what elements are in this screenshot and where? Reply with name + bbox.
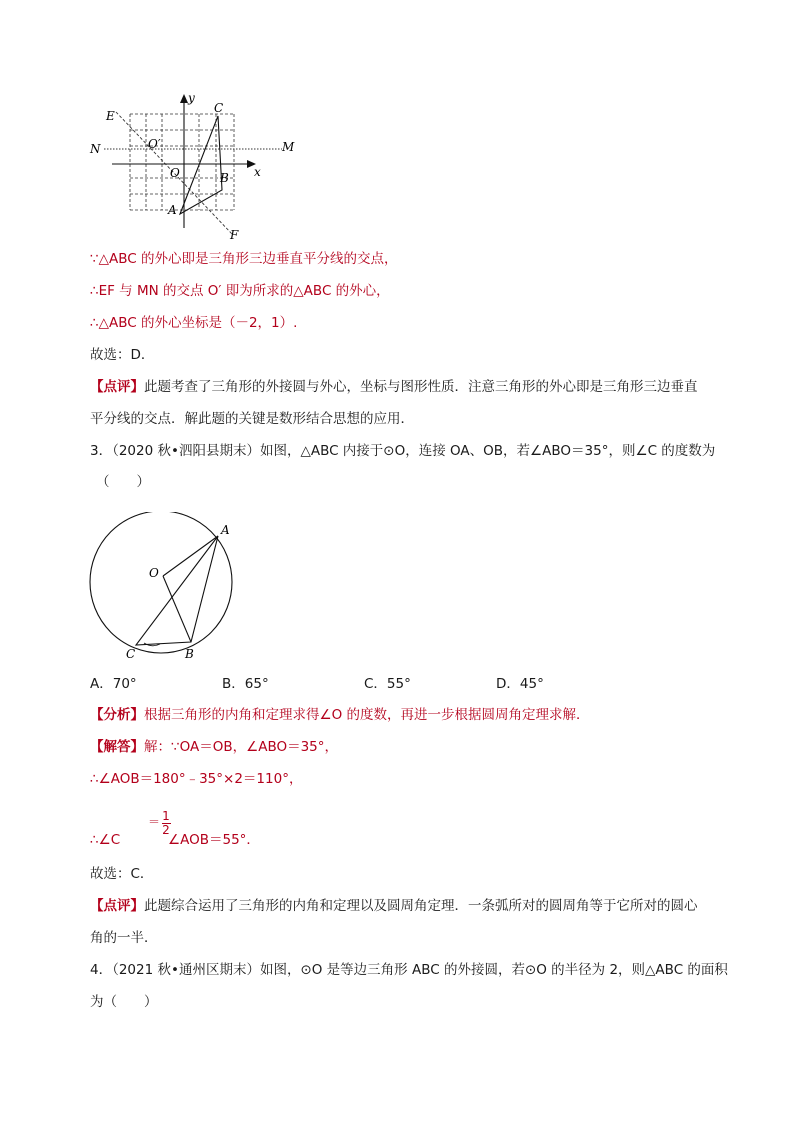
label-A: A [168,203,177,217]
triangle-ABC [136,536,218,645]
fraction-numerator: 1 [162,809,170,823]
label-M: M [282,140,295,154]
q3-solution1-text: 解：∵OA＝OB，∠ABO＝35°， [144,739,339,755]
label-B: B [185,647,194,661]
label-C: C [214,101,224,115]
q3-answer: 故选：C． [90,866,154,882]
sol2-line2-part-b: 即为所求的△ABC 的外心， [225,283,390,299]
q4-stem-line2: 为（ ） [90,994,158,1010]
q3-comment-line1: 此题综合运用了三角形的内角和定理以及圆周角定理．一条弧所对的圆周角等于它所对的圆心 [144,898,698,914]
sol2-line2-part-a: ∴EF 与 MN 的交点 O′ [90,283,222,299]
q3-stem-line2: （ ） [96,474,150,490]
q3-stem-line1: 3．（2020 秋•泗阳县期末）如图，△ABC 内接于⊙O，连接 OA、OB，若∠ABO＝35°，则∠C 的度数为 [90,443,716,459]
q3-solution3-end: ∠AOB＝55°． [168,832,260,848]
option-b[interactable]: B．65° [222,676,269,692]
y-axis-arrow [180,94,188,103]
label-E: E [106,109,115,123]
label-C: C [126,647,136,661]
sol2-line1: ∵△ABC 的外心即是三角形三边垂直平分线的交点， [90,251,398,267]
comment-tag: 【点评】 [90,898,144,914]
q3-solution3-eq: ＝ [148,815,161,829]
q3-analysis [90,705,590,725]
q3-solution3-start: ∴∠C [90,832,121,848]
sol2-comment-line2: 平分线的交点．解此题的关键是数形结合思想的应用． [90,411,414,427]
label-F: F [230,228,239,242]
q3-solution2: ∴∠AOB＝180°﹣35°×2＝110°， [90,771,303,787]
label-O-prime: O′ [148,137,161,151]
circle-O [90,512,232,653]
q3-comment [90,896,698,916]
sol2-line2 [90,281,390,301]
coordinate-grid-figure [82,88,302,243]
label-y: y [188,91,195,105]
q3-solution1 [90,737,338,757]
option-c[interactable]: C．55° [364,676,411,692]
fraction-denominator: 2 [162,823,170,837]
q4-stem-line1: 4．（2021 秋•通州区期末）如图，⊙O 是等边三角形 ABC 的外接圆，若⊙O 的半径为 2，则△ABC 的面积 [90,962,728,978]
q3-comment-line2: 角的一半． [90,930,158,946]
comment-tag: 【点评】 [90,379,144,395]
option-d[interactable]: D．45° [496,676,544,692]
option-a[interactable]: A．70° [90,676,137,692]
label-x: x [254,165,261,179]
label-O: O [170,166,180,180]
sol2-comment-line1: 此题考查了三角形的外接圆与外心，坐标与图形性质．注意三角形的外心即是三角形三边垂直 [144,379,698,395]
circle-figure [86,512,246,662]
segment-OB [163,576,191,642]
sol2-answer: 故选：D． [90,347,155,363]
solution-tag: 【解答】 [90,739,144,755]
sol2-comment [90,377,698,397]
q3-analysis-text: 根据三角形的内角和定理求得∠O 的度数，再进一步根据圆周角定理求解． [144,707,590,723]
sol2-line3: ∴△ABC 的外心坐标是（－2，1）. [90,315,298,331]
label-A: A [221,523,230,537]
label-N: N [90,142,101,156]
label-B: B [220,171,229,185]
analysis-tag: 【分析】 [90,707,144,723]
label-O: O [149,566,159,580]
